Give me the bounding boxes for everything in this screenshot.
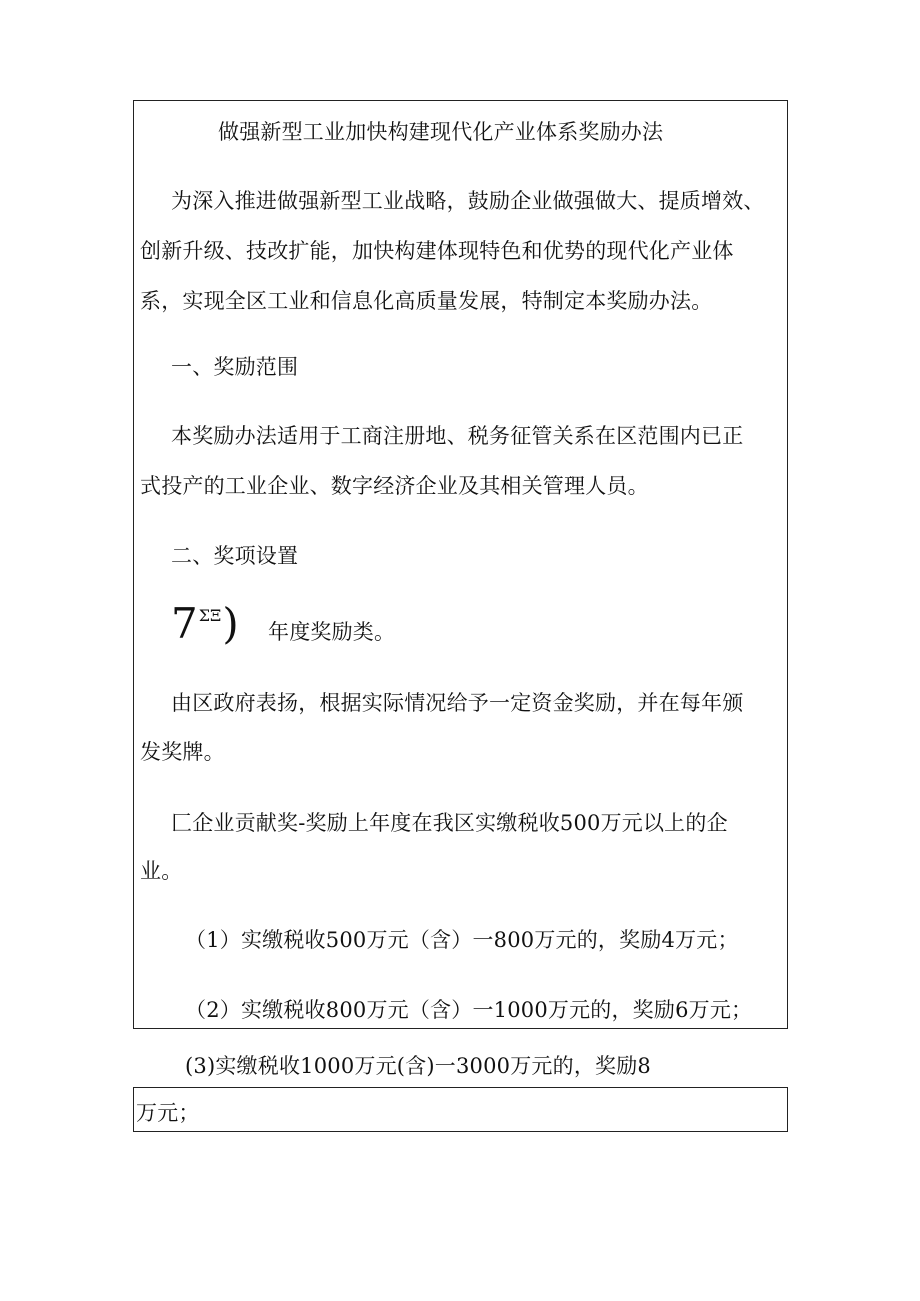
scope-line-1: 本奖励办法适用于工商注册地、税务征管关系在区范围内已正: [171, 424, 744, 448]
section-heading-scope: 一、奖励范围: [171, 355, 299, 379]
scope-line-2: 式投产的工业企业、数字经济企业及其相关管理人员。: [140, 474, 649, 498]
document-title: 做强新型工业加快构建现代化产业体系奖励办法: [218, 120, 664, 144]
marker-paren: ): [222, 599, 239, 648]
marker-digit: 7: [171, 599, 198, 648]
intro-line-3: 系，实现全区工业和信息化高质量发展，特制定本奖励办法。: [140, 289, 713, 313]
annual-line-2: 发奖牌。: [140, 740, 225, 764]
annual-line-1: 由区政府表扬，根据实际情况给予一定资金奖励，并在每年颁: [171, 691, 744, 715]
tier-3-line-2: 万元；: [136, 1101, 200, 1125]
award-intro-line-1: 匚企业贡献奖-奖励上年度在我区实缴税收500万元以上的企: [171, 811, 728, 835]
award-intro-line-2: 业。: [140, 859, 183, 883]
section-heading-awards: 二、奖项设置: [171, 544, 299, 568]
document-frame-bottom: [133, 1087, 788, 1132]
marker-glyphs: ΣΞ: [198, 606, 222, 625]
intro-line-1: 为深入推进做强新型工业战略，鼓励企业做强做大、提质增效、: [171, 189, 765, 213]
tier-3-line-1: (3)实缴税收1000万元(含)一3000万元的，奖励8: [185, 1054, 651, 1078]
subsection-title: 年度奖励类。: [268, 620, 396, 644]
subsection-marker: [171, 600, 239, 648]
intro-line-2: 创新升级、技改扩能，加快构建体现特色和优势的现代化产业体: [140, 239, 734, 263]
tier-2: （2）实缴税收800万元（含）一1000万元的，奖励6万元；: [185, 998, 753, 1022]
tier-1: （1）实缴税收500万元（含）一800万元的，奖励4万元；: [185, 928, 739, 952]
